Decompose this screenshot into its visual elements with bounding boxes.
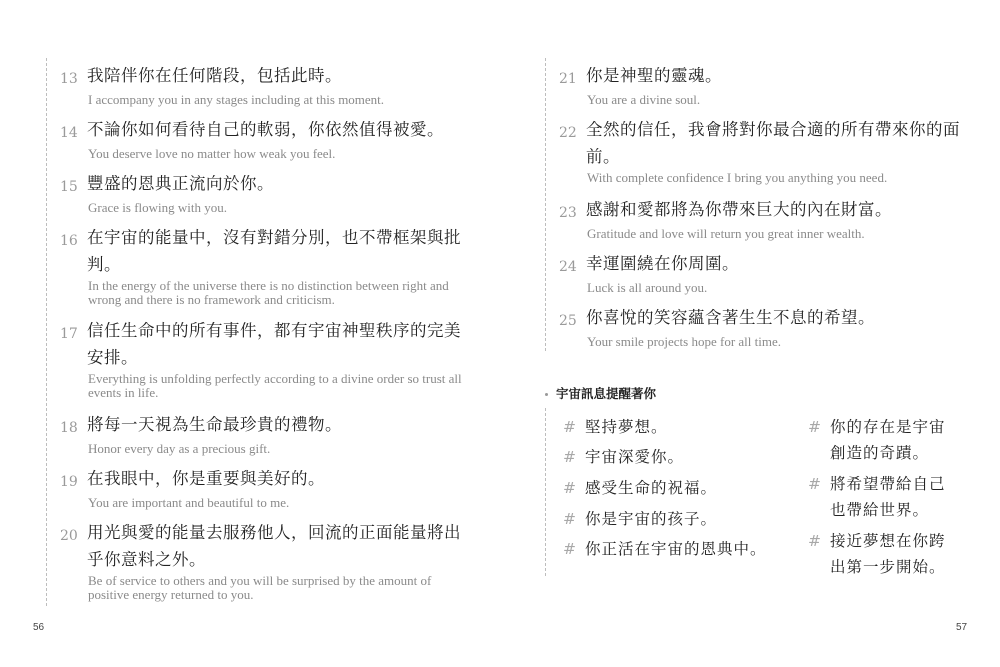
affirmation-english: You are important and beautiful to me. (88, 495, 290, 510)
affirmation-chinese: 信任生命中的所有事件，都有宇宙神聖秩序的完美安排。 (87, 321, 461, 367)
affirmation-english: Grace is flowing with you. (88, 200, 228, 215)
message-box (545, 408, 976, 576)
affirmation-number: 17 (60, 326, 78, 342)
hashtag-item: # 你正活在宇宙的恩典中。 (563, 540, 767, 558)
affirmation-chinese: 用光與愛的能量去服務他人，回流的正面能量將出乎你意料之外。 (87, 523, 461, 569)
affirmation-chinese: 豐盛的恩典正流向於你。 (87, 174, 274, 193)
affirmation-number: 25 (559, 313, 577, 329)
affirmation-chinese: 全然的信任，我會將對你最合適的所有帶來你的面前。 (586, 120, 960, 166)
affirmation-number: 24 (559, 259, 577, 275)
affirmation-number: 20 (60, 528, 78, 544)
hashtag-item: # 接近夢想在你跨 出第一步開始。 (808, 532, 946, 576)
hashtag-item: # 堅持夢想。 (563, 418, 668, 436)
affirmation-chinese: 幸運圍繞在你周圍。 (586, 254, 739, 273)
affirmation-english: Be of service to others and you will be surprised by the amount of positive energy returned to you. (88, 573, 432, 602)
affirmation-number: 19 (60, 474, 78, 490)
bullet-dot-icon (545, 393, 548, 396)
affirmation-chinese: 我陪伴你在任何階段，包括此時。 (87, 66, 342, 85)
affirmation-english: Your smile projects hope for all time. (587, 334, 782, 349)
left-column (46, 58, 465, 606)
hashtag-item: # 你是宇宙的孩子。 (563, 510, 718, 528)
hash-icon: # (563, 540, 577, 558)
affirmation-number: 21 (559, 71, 577, 87)
section-title (545, 384, 656, 402)
page-number-left: 56 (33, 622, 45, 633)
affirmation-chinese: 將每一天視為生命最珍貴的禮物。 (87, 415, 342, 434)
affirmation-chinese: 在宇宙的能量中，沒有對錯分別，也不帶框架與批判。 (87, 228, 461, 274)
affirmation-number: 16 (60, 233, 78, 249)
affirmation-number: 23 (559, 205, 577, 221)
hash-icon: # (563, 510, 577, 528)
affirmation-english: Honor every day as a precious gift. (88, 441, 271, 456)
section-title-text: 宇宙訊息提醒著你 (556, 386, 657, 401)
affirmation-english: With complete confidence I bring you anything you need. (587, 170, 888, 185)
hash-icon: # (563, 418, 577, 436)
affirmation-english: You deserve love no matter how weak you feel. (88, 146, 336, 161)
affirmation-chinese: 你喜悅的笑容蘊含著生生不息的希望。 (586, 308, 875, 327)
affirmation-english: I accompany you in any stages including at this moment. (88, 92, 385, 107)
page-number-right: 57 (956, 622, 968, 633)
affirmation-number: 14 (60, 125, 78, 141)
affirmation-english: You are a divine soul. (587, 92, 701, 107)
hashtag-item: # 將希望帶給自己 也帶給世界。 (808, 475, 946, 519)
affirmation-number: 18 (60, 420, 78, 436)
hash-icon: # (808, 475, 822, 493)
hashtag-item: # 你的存在是宇宙 創造的奇蹟。 (808, 418, 946, 462)
hash-icon: # (808, 532, 822, 550)
affirmation-chinese: 感謝和愛都將為你帶來巨大的內在財富。 (586, 200, 892, 219)
hash-icon: # (808, 418, 822, 436)
affirmation-chinese: 不論你如何看待自己的軟弱，你依然值得被愛。 (87, 120, 444, 139)
affirmation-number: 13 (60, 71, 78, 87)
hashtag-item: # 感受生命的祝福。 (563, 479, 718, 497)
hash-icon: # (563, 448, 577, 466)
affirmation-chinese: 在我眼中，你是重要與美好的。 (87, 469, 325, 488)
affirmation-list-right (545, 58, 966, 351)
affirmation-english: Everything is unfolding perfectly according to a divine order so trust all events in life. (88, 371, 462, 400)
affirmation-chinese: 你是神聖的靈魂。 (586, 66, 722, 85)
affirmation-english: In the energy of the universe there is no distinction between right and wrong and there is no framework and criticism. (88, 278, 449, 307)
hash-icon: # (563, 479, 577, 497)
affirmation-number: 15 (60, 179, 78, 195)
hashtag-item: # 宇宙深愛你。 (563, 448, 685, 466)
affirmation-number: 22 (559, 125, 577, 141)
affirmation-english: Gratitude and love will return you great inner wealth. (587, 226, 865, 241)
affirmation-english: Luck is all around you. (587, 280, 708, 295)
